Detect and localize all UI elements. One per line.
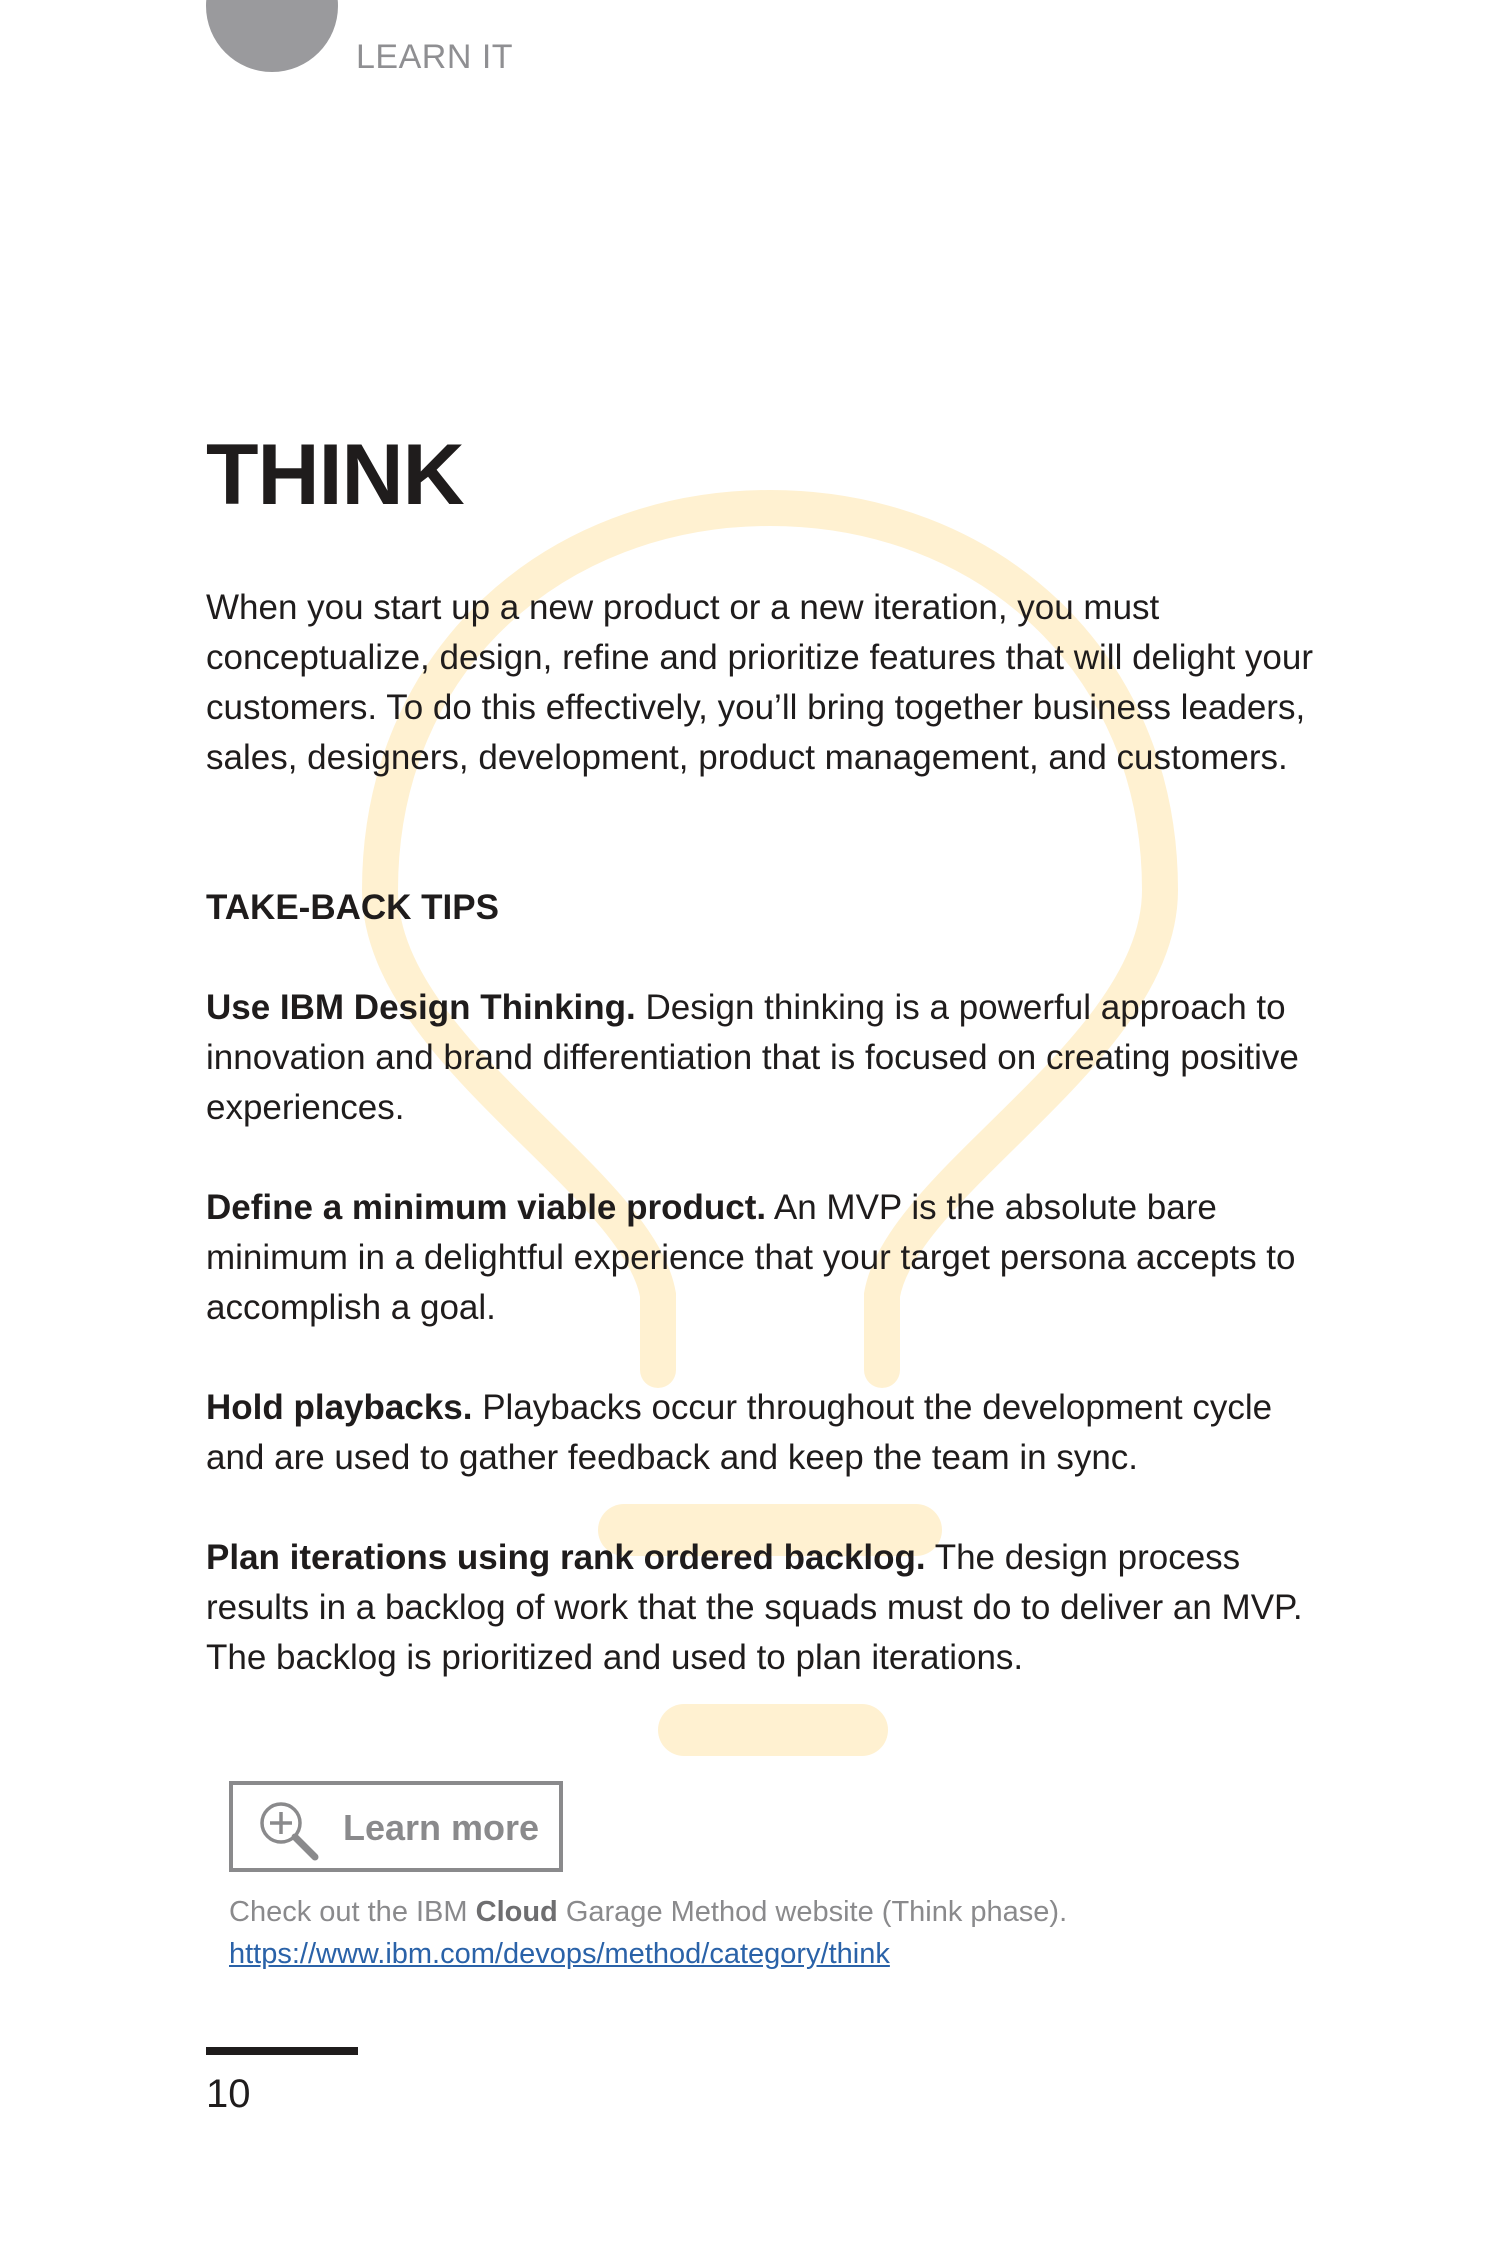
tip-mvp [206,1183,1316,1333]
think-phase-link[interactable]: https://www.ibm.com/devops/method/category/think [229,1938,890,1970]
tip-body: Design thinking is a powerful approach to innovation and brand differentiation that is focused on creating positive experiences. [206,988,1299,1127]
tip-playbacks [206,1383,1316,1483]
tip-body: Playbacks occur throughout the development cycle and are used to gather feedback and keep the team in sync. [206,1388,1273,1477]
learn-more-description [229,1891,1067,1933]
page-number: 10 [206,2072,251,2116]
tip-title: Hold playbacks. [206,1388,473,1427]
tip-body: An MVP is the absolute bare minimum in a delightful experience that your target persona accepts to accomplish a goal. [206,1188,1296,1327]
tip-title: Use IBM Design Thinking. [206,988,636,1027]
learn-more-button[interactable] [229,1781,563,1872]
description-bold: Cloud [475,1896,558,1928]
section-tab-circle [206,0,338,72]
zoom-in-icon [257,1799,319,1861]
tip-title: Plan iterations using rank ordered backlog. [206,1538,926,1577]
tip-backlog [206,1533,1316,1683]
description-prefix: Check out the IBM [229,1896,476,1928]
tip-design-thinking [206,983,1316,1133]
footer-rule [206,2047,358,2055]
tips-heading: TAKE-BACK TIPS [206,888,499,927]
section-label: LEARN IT [356,38,514,76]
tip-title: Define a minimum viable product. [206,1188,767,1227]
page-title: THINK [206,427,464,523]
tip-body: The design process results in a backlog of work that the squads must do to deliver an MVP. The backlog is prioritized and used to plan iterations. [206,1538,1303,1677]
description-suffix: Garage Method website (Think phase). [557,1896,1068,1928]
learn-more-label: Learn more [343,1807,540,1848]
intro-paragraph: When you start up a new product or a new iteration, you must conceptualize, design, refine and prioritize features that will delight your customers. To do this effectively, you’ll bring together business leaders, sales, designers, development, product management, and customers. [206,588,1314,777]
page-body [206,583,1316,1733]
